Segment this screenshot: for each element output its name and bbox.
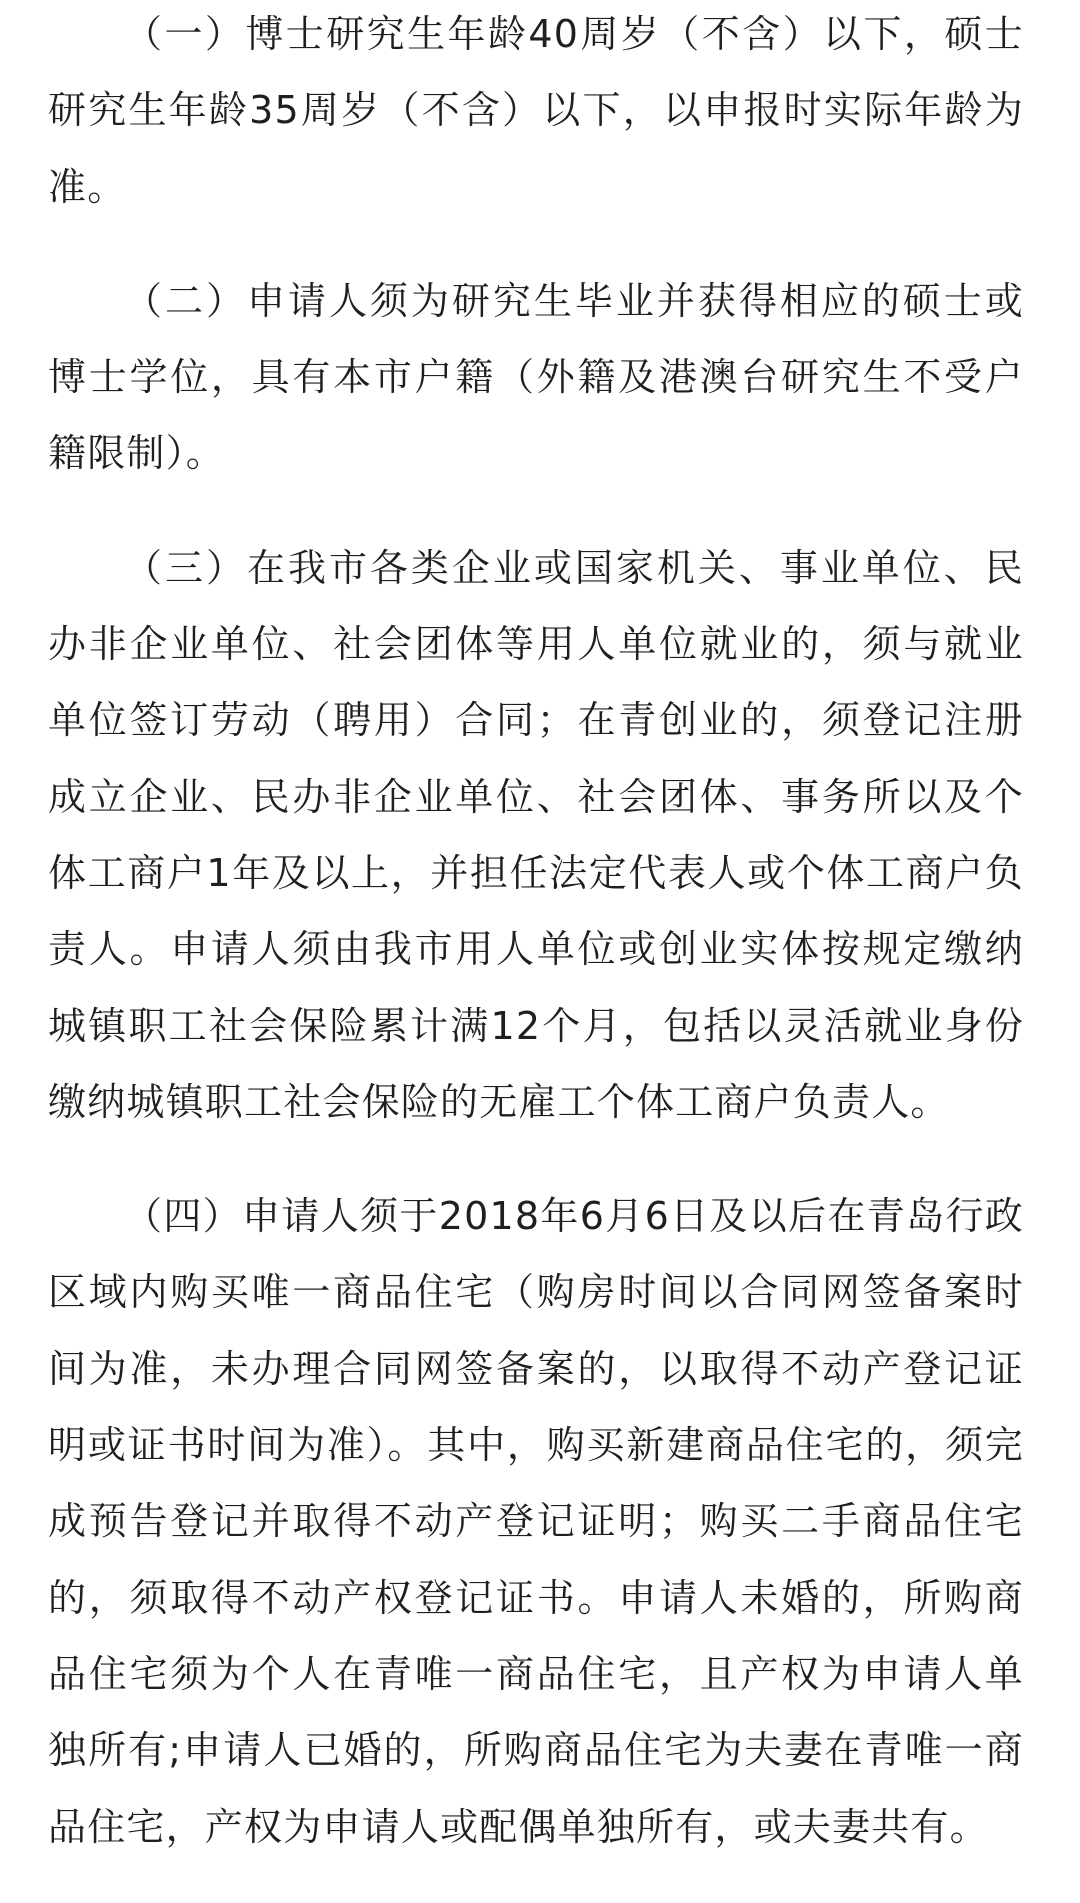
paragraph-text: 申请人须于2018年6月6日及以后在青岛行政区域内购买唯一商品住宅（购房时间以合同网签备案时间为准，未办理合同网签备案的，以取得不动产登记证明或证书时间为准）。其中，购买新建商品住宅的，须完成预告登记并取得不动产登记证明；购买二手商品住宅的，须取得不动产权登记证书。申请人未婚的，所购商品住宅须为个人在青唯一商品住宅，且产权为申请人单独所有;申请人已婚的，所购商品住宅为夫妻在青唯一商品住宅，产权为申请人或配偶单独所有，或夫妻共有。 (48, 1194, 1024, 1849)
paragraph-marker: （二） (124, 278, 247, 323)
paragraph-marker: （一） (124, 12, 246, 56)
paragraph-2 (48, 263, 1024, 492)
article-body (48, 0, 1024, 1903)
paragraph-marker: （四） (124, 1194, 243, 1239)
paragraph-1 (48, 0, 1024, 225)
paragraph-text: 博士研究生年龄40周岁（不含）以下，硕士研究生年龄35周岁（不含）以下，以申报时实际年龄为准。 (48, 12, 1024, 209)
paragraph-marker: （三） (124, 545, 247, 590)
paragraph-3 (48, 530, 1024, 1140)
paragraph-text: 在我市各类企业或国家机关、事业单位、民办非企业单位、社会团体等用人单位就业的，须与就业单位签订劳动（聘用）合同；在青创业的，须登记注册成立企业、民办非企业单位、社会团体、事务所以及个体工商户1年及以上，并担任法定代表人或个体工商户负责人。申请人须由我市用人单位或创业实体按规定缴纳城镇职工社会保险累计满12个月，包括以灵活就业身份缴纳城镇职工社会保险的无雇工个体工商户负责人。 (48, 545, 1024, 1124)
paragraph-text: 申请人须为研究生毕业并获得相应的硕士或博士学位，具有本市户籍（外籍及港澳台研究生不受户籍限制）。 (48, 278, 1024, 476)
paragraph-4 (48, 1178, 1024, 1865)
